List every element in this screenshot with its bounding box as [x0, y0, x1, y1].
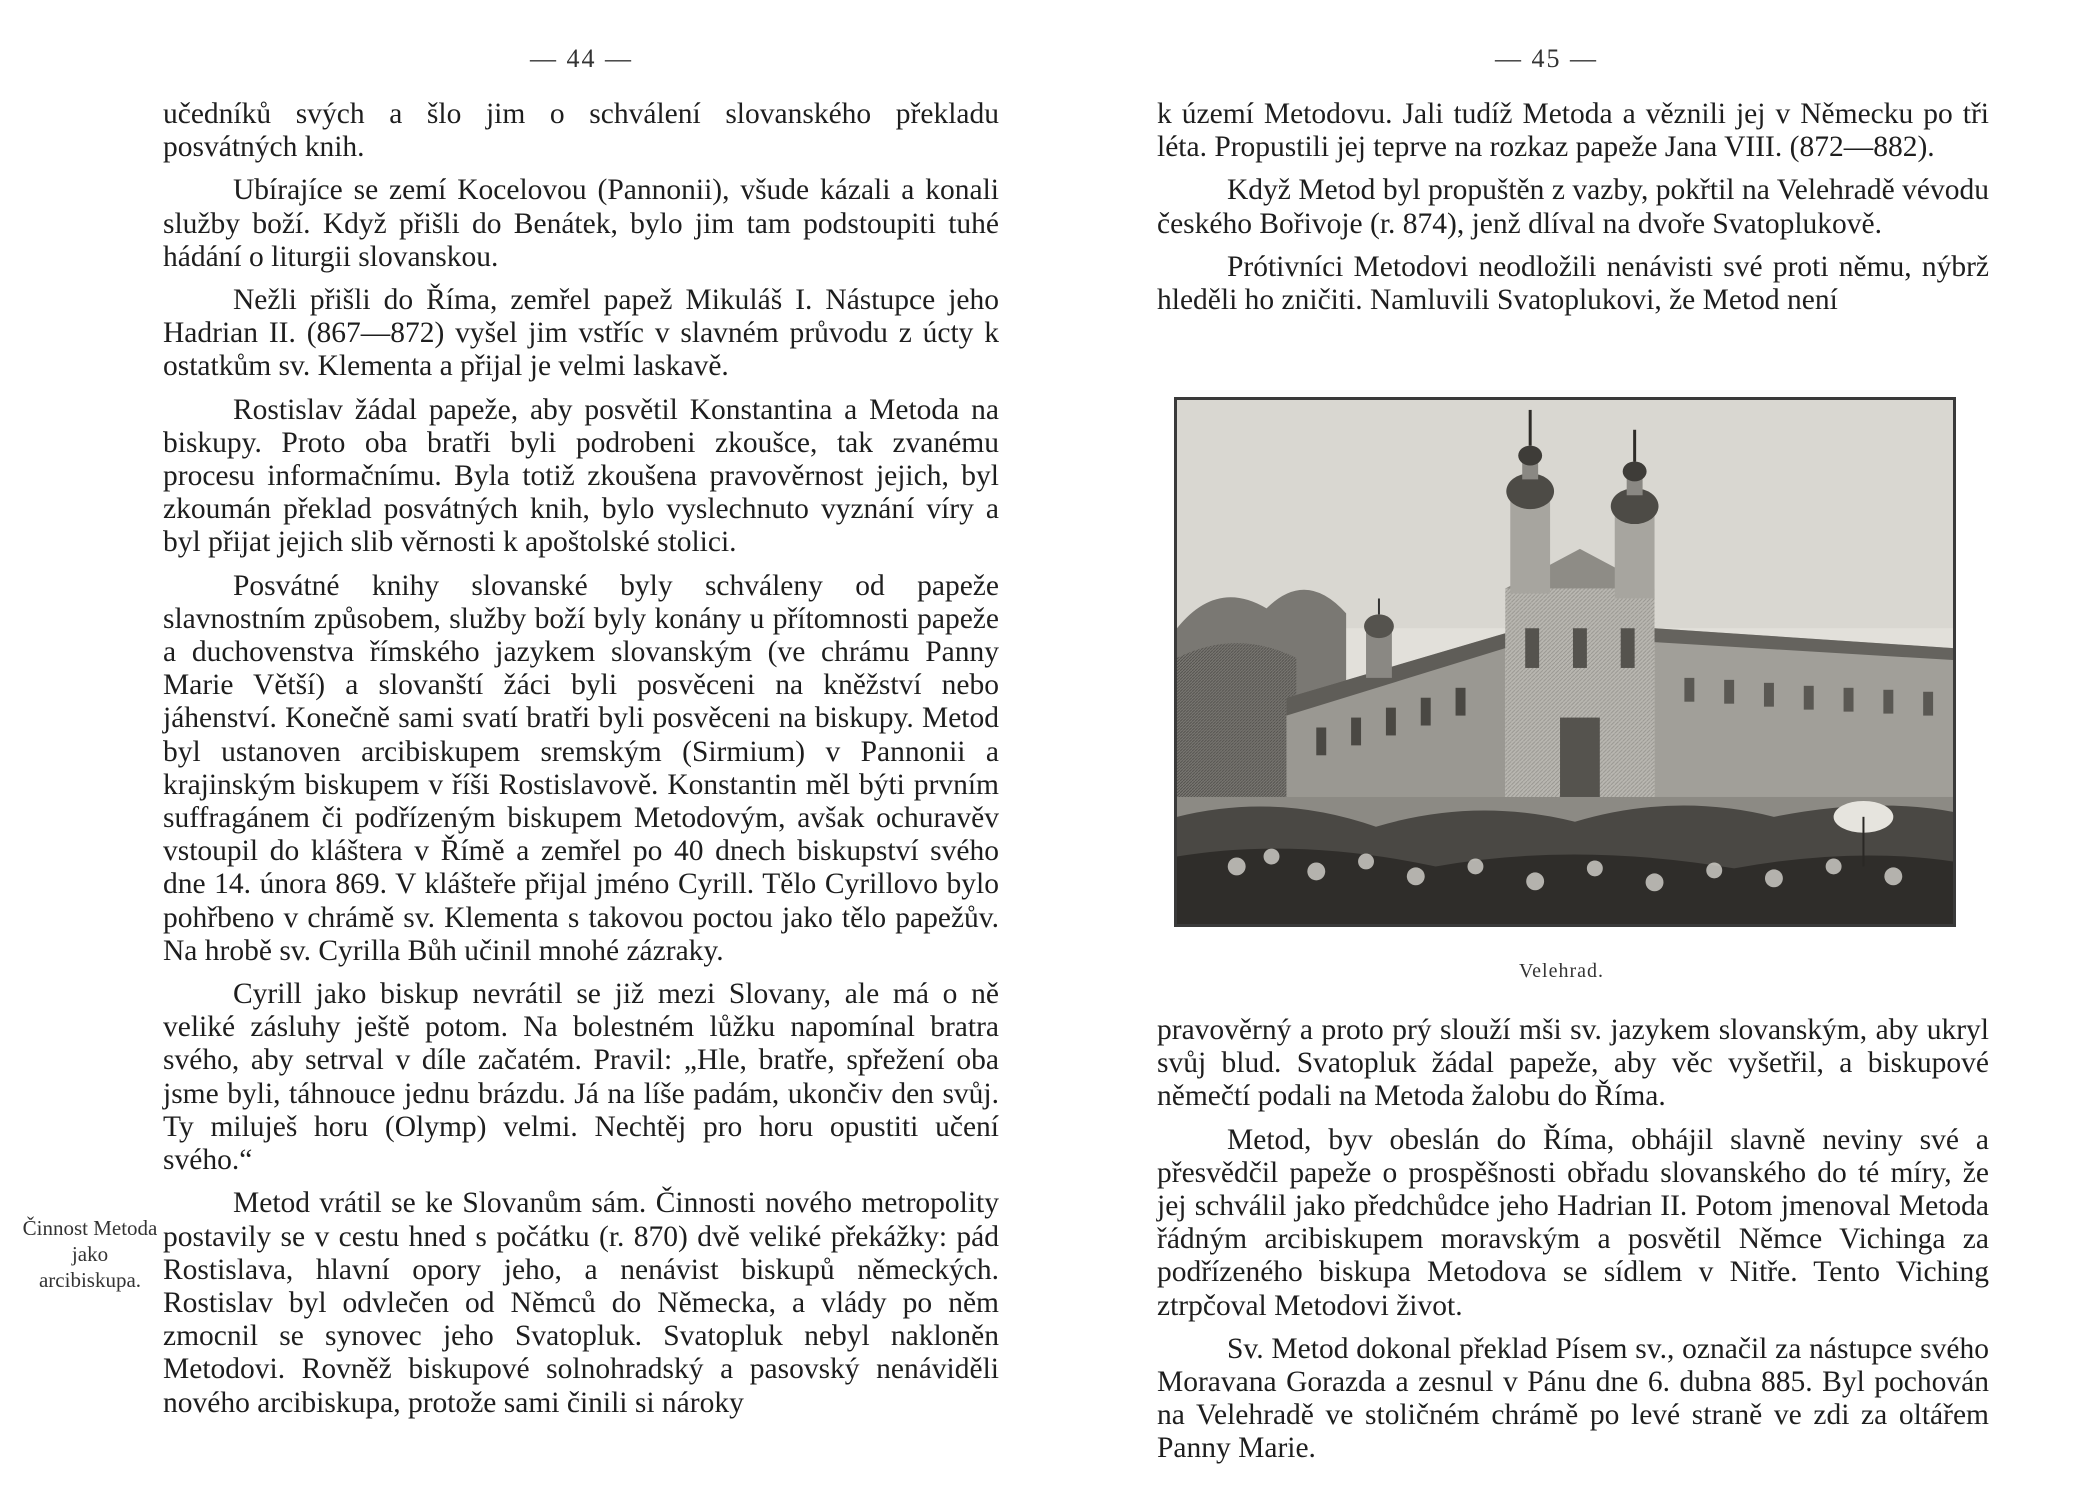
velehrad-illustration: [1174, 397, 1956, 927]
paragraph: Metod, byv obeslán do Říma, obhájil slavně neviny své a přesvědčil papeže o prospěšnosti obřadu slovanského do té míry, že jej schválil jako předchůdce jeho Hadrian II. Potom jmenoval Metoda řádným arcibiskupem moravským a posvětil Němce Vichinga za podřízeného biskupa Metodova se sídlem v Nitře. Tento Viching ztrpčoval Metodovi život.: [1157, 1123, 1989, 1322]
left-page-text: [163, 98, 999, 1430]
paragraph: Sv. Metod dokonal překlad Písem sv., označil za nástupce svého Moravana Gorazda a zesnul v Pánu dne 6. dubna 885. Byl pochován na Velehradě ve stoličném chrámě po levé straně ve zdi za oltářem Panny Marie.: [1157, 1332, 1989, 1465]
paragraph: Když Metod byl propuštěn z vazby, pokřtil na Velehradě vévodu českého Bořivoje (r. 874), jenž dlíval na dvoře Svatoplukově.: [1157, 174, 1989, 240]
paragraph: pravověrný a proto prý slouží mši sv. jazykem slovanským, aby ukryl svůj blud. Svatopluk žádal papeže, aby věc vyšetřil, a biskupové němečtí podali na Metoda žalobu do Říma.: [1157, 1014, 1989, 1113]
figure-caption: Velehrad.: [1518, 960, 1605, 982]
church-engraving: [1177, 400, 1953, 924]
paragraph: Metod vrátil se ke Slovanům sám. Činnosti nového metropolity postavily se v cestu hned s počátku (r. 870) dvě veliké překážky: pád Rostislava, hlavní opory jeho, a nenávist biskupů německých. Rostislav byl odvlečen od Němců do Německa, a vlády po něm zmocnil se synovec jeho Svatopluk. Svatopluk nebyl nakloněn Metodovi. Rovněž biskupové solnohradský a pasovský nenáviděli nového arcibiskupa, protože sami činili si nároky: [163, 1187, 999, 1419]
paragraph: Posvátné knihy slovanské byly schváleny od papeže slavnostním způsobem, služby boží byly konány u přítomnosti papeže a duchovenstva římského jazykem slovanským (ve chrámu Panny Marie Větší) a slovanští žáci byli posvěceni na kněžství nebo jáhenství. Konečně sami svatí bratři byli posvěceni na biskupy. Metod byl ustanoven arcibiskupem sremským (Sirmium) v Pannonii a krajinským biskupem v říši Rostislavově. Konstantin měl býti prvním suffragánem či podřízeným biskupem Metodovým, avšak ochuravěv vstoupil do kláštera v Římě a zemřel po 40 dnech biskupství svého dne 14. února 869. V klášteře přijal jméno Cyrill. Tělo Cyrillovo bylo pohřbeno v chrámě sv. Klementa s takovou poctou jako tělo papežův. Na hrobě sv. Cyrilla Bůh učinil mnohé zázraky.: [163, 569, 999, 967]
paragraph: Cyrill jako biskup nevrátil se již mezi Slovany, ale má o ně veliké zásluhy ještě potom. Na bolestném lůžku napomínal bratra svého, aby setrval v díle začatém. Pravil: „Hle, bratře, spřežení oba jsme byli, táhnouce jednu brázdu. Já na líše padám, ukončiv den svůj. Ty miluješ horu (Olymp) velmi. Nechtěj pro horu opustiti učení svého.“: [163, 978, 999, 1177]
paragraph: učedníků svých a šlo jim o schválení slovanského překladu posvátných knih.: [163, 98, 999, 164]
paragraph: Nežli přišli do Říma, zemřel papež Mikuláš I. Nástupce jeho Hadrian II. (867—872) vyšel jim vstříc v slavném průvodu z úcty k ostatkům sv. Klementa a přijal je velmi laskavě.: [163, 284, 999, 383]
page-number: — 45 —: [1495, 44, 1598, 73]
margin-note: Činnost Metoda jako arcibiskupa.: [22, 1216, 158, 1292]
right-page-text-bottom: [1157, 1014, 1989, 1476]
right-page: [1041, 0, 2082, 1500]
right-page-text-top: [1157, 98, 1989, 327]
page-number: — 44 —: [530, 44, 633, 73]
paragraph: k území Metodovu. Jali tudíž Metoda a věznili jej v Německu po tři léta. Propustili jej teprve na rozkaz papeže Jana VIII. (872—882).: [1157, 98, 1989, 164]
paragraph: Prótivníci Metodovi neodložili nenávisti své proti němu, nýbrž hleděli ho zničiti. Namluvili Svatoplukovi, že Metod není: [1157, 250, 1989, 317]
paragraph: Rostislav žádal papeže, aby posvětil Konstantina a Metoda na biskupy. Proto oba bratři byli podrobeni zkoušce, tak zvanému procesu informačnímu. Byla totiž zkoušena pravověrnost jejich, byl zkoumán překlad posvátných knih, bylo vyslechnuto vyznání víry a byl přijat jejich slib věrnosti k apoštolské stolici.: [163, 393, 999, 559]
paragraph: Ubírajíce se zemí Kocelovou (Pannonii), všude kázali a konali služby boží. Když přišli do Benátek, bylo jim tam podstoupiti tuhé hádání o liturgii slovanskou.: [163, 174, 999, 273]
